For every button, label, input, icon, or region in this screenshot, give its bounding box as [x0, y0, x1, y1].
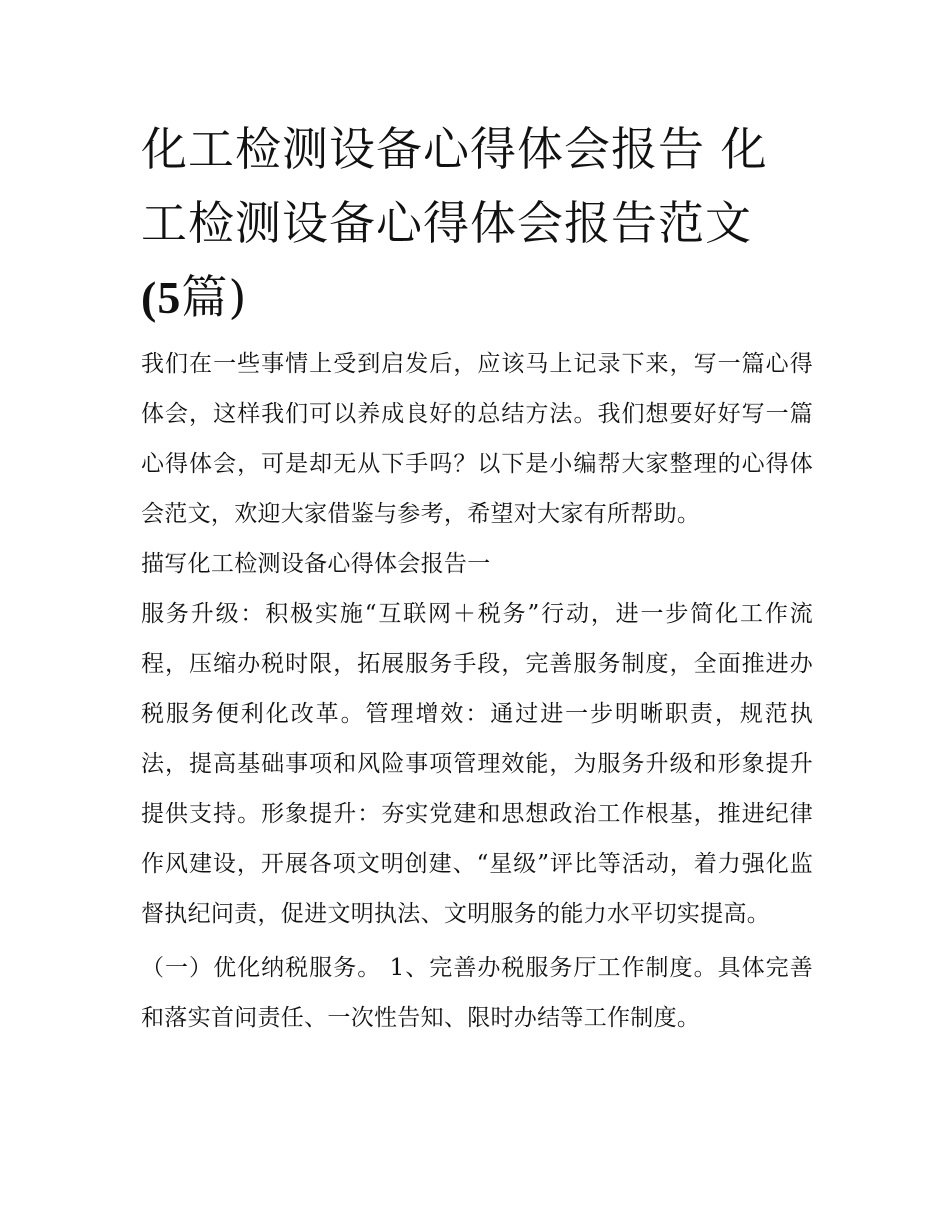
title-line-1: 化工检测设备心得体会报告 化	[141, 122, 768, 176]
title-tail: 篇)	[181, 270, 248, 324]
section-heading: 描写化工检测设备心得体会报告一	[141, 551, 491, 577]
title-count: (5	[141, 272, 182, 323]
title-line-2: 工检测设备心得体会报告范文	[141, 196, 752, 250]
body-paragraph-2: （一）优化纳税服务。 1、完善办税服务厅工作制度。具体完善和落实首问责任、一次性告知、限时办结等工作制度。	[141, 955, 813, 1031]
document-page	[141, 112, 813, 1043]
intro-paragraph: 我们在一些事情上受到启发后，应该马上记录下来，写一篇心得体会，这样我们可以养成良好的总结方法。我们想要好好写一篇心得体会，可是却无从下手吗？以下是小编帮大家整理的心得体会范文，欢迎大家借鉴与参考，希望对大家有所帮助。	[141, 351, 813, 527]
document-title	[141, 112, 813, 335]
body-paragraph-1: 服务升级：积极实施“互联网＋税务”行动，进一步简化工作流程，压缩办税时限，拓展服务手段，完善服务制度，全面推进办税服务便利化改革。管理增效：通过进一步明晰职责，规范执法，提高基础事项和风险事项管理效能，为服务升级和形象提升提供支持。形象提升：夯实党建和思想政治工作根基，推进纪律作风建设，开展各项文明创建、“星级”评比等活动，着力强化监督执纪问责，促进文明执法、文明服务的能力水平切实提高。	[141, 601, 813, 927]
